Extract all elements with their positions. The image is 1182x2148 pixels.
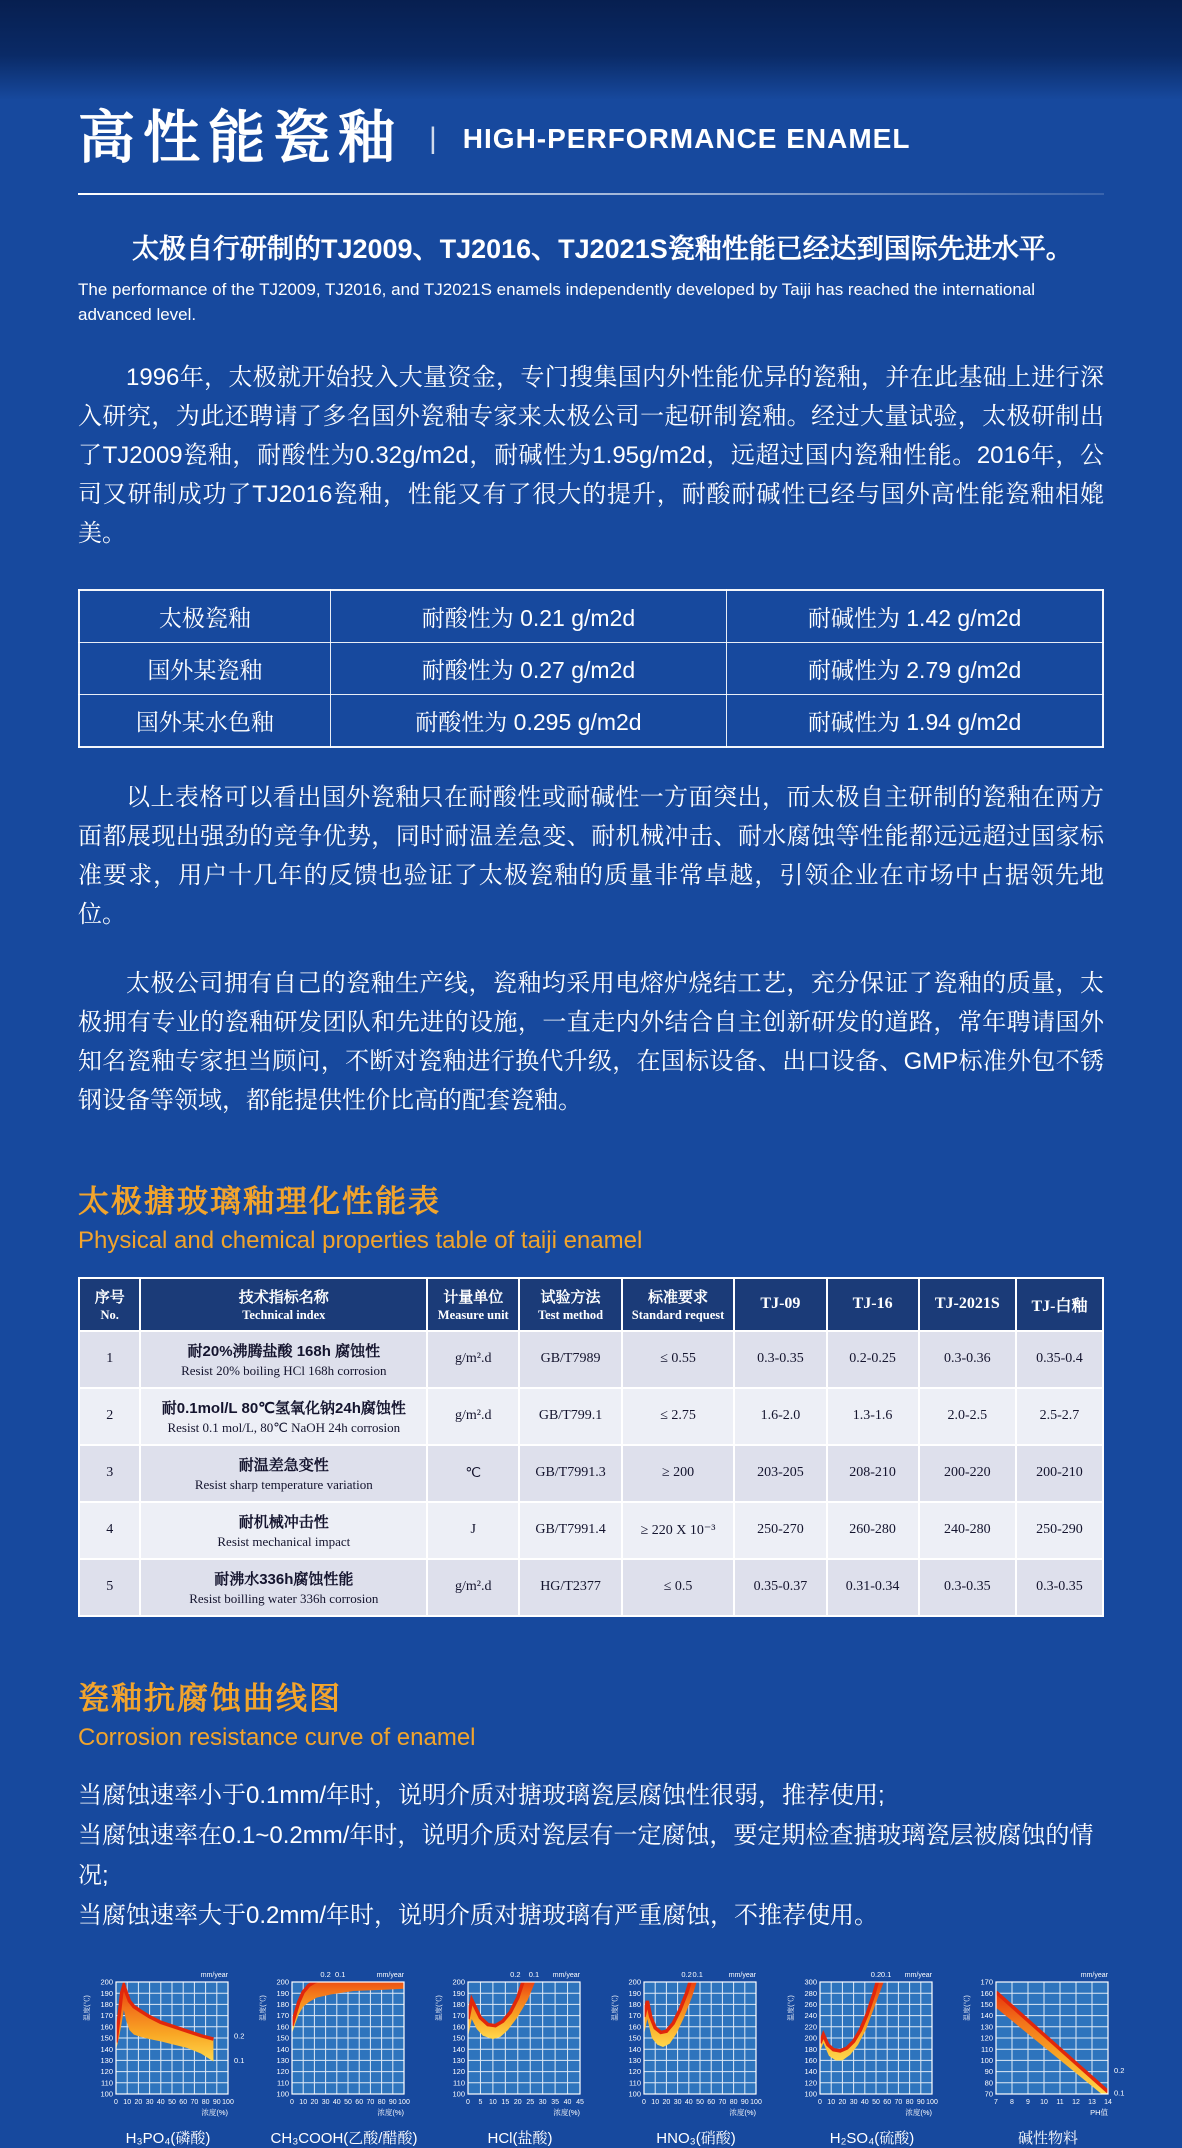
svg-text:30: 30: [321, 2098, 330, 2106]
svg-text:0: 0: [642, 2098, 646, 2106]
svg-text:60: 60: [179, 2098, 188, 2106]
svg-text:浓度(%): 浓度(%): [729, 2107, 756, 2117]
svg-text:60: 60: [707, 2098, 716, 2106]
comparison-table: [78, 589, 1104, 748]
properties-cell: 0.3-0.35: [919, 1559, 1016, 1616]
svg-text:8: 8: [1010, 2098, 1014, 2106]
svg-text:190: 190: [276, 1988, 289, 1998]
comparison-cell: 耐酸性为 0.21 g/m2d: [330, 590, 727, 643]
svg-text:温度(℃): 温度(℃): [788, 1994, 795, 2021]
svg-text:50: 50: [872, 2098, 880, 2106]
svg-text:0.1: 0.1: [234, 2055, 245, 2065]
svg-text:30: 30: [538, 2098, 547, 2106]
comparison-cell: 耐碱性为 1.42 g/m2d: [727, 590, 1103, 643]
svg-text:20: 20: [513, 2098, 522, 2106]
svg-text:70: 70: [190, 2098, 199, 2106]
svg-text:14: 14: [1104, 2098, 1112, 2106]
svg-text:mm/year: mm/year: [200, 1971, 228, 1979]
svg-text:160: 160: [804, 2055, 817, 2065]
svg-text:11: 11: [1056, 2098, 1064, 2106]
properties-cell: 240-280: [919, 1502, 1016, 1559]
properties-cell: ≥ 200: [622, 1445, 735, 1502]
charts-row: [78, 1968, 1125, 2148]
properties-heading-cn: 太极搪玻璃釉理化性能表: [78, 1183, 441, 1219]
svg-text:10: 10: [299, 2098, 308, 2106]
properties-cell: 1.3-1.6: [827, 1388, 919, 1445]
svg-text:200: 200: [452, 1977, 465, 1987]
properties-header-cell: TJ-白釉: [1016, 1278, 1103, 1331]
svg-text:90: 90: [984, 2066, 993, 2076]
chart-figure: [784, 1968, 960, 2148]
svg-text:70: 70: [984, 2089, 993, 2099]
chart-caption: 碱性物料: [1017, 2129, 1078, 2147]
svg-text:80: 80: [729, 2098, 738, 2106]
svg-text:180: 180: [276, 1999, 289, 2009]
svg-text:140: 140: [276, 2044, 289, 2054]
properties-cell: HG/T2377: [519, 1559, 621, 1616]
header-underline: [78, 193, 1104, 195]
svg-text:温度(℃): 温度(℃): [436, 1994, 443, 2021]
chart-figure: [960, 1968, 1136, 2148]
chart-figure: [256, 1968, 432, 2148]
svg-text:180: 180: [804, 2044, 817, 2054]
svg-text:mm/year: mm/year: [904, 1971, 932, 1979]
svg-text:180: 180: [628, 1999, 641, 2009]
svg-text:70: 70: [718, 2098, 727, 2106]
svg-text:0.1: 0.1: [692, 1969, 703, 1979]
svg-text:100: 100: [628, 2089, 641, 2099]
properties-cell: 0.35-0.4: [1016, 1331, 1103, 1388]
paragraph-history: 1996年，太极就开始投入大量资金，专门搜集国内外性能优异的瓷釉，并在此基础上进行深入研究，为此还聘请了多名国外瓷釉专家来太极公司一起研制瓷釉。经过大量试验，太极研制出了TJ2009瓷釉，耐酸性为0.32g/m2d，耐碱性为1.95g/m2d，远超过国内瓷釉性能。2016年，公司又研制成功了TJ2016瓷釉，性能又有了很大的提升，耐酸耐碱性已经与国外高性能瓷釉相媲美。: [78, 363, 1104, 547]
properties-header-cell: 计量单位 Measure unit: [427, 1278, 519, 1331]
comparison-row: [79, 590, 1103, 643]
svg-text:130: 130: [276, 2055, 289, 2065]
svg-text:80: 80: [984, 2078, 993, 2088]
svg-text:mm/year: mm/year: [376, 1971, 404, 1979]
intro-text-en: The performance of the TJ2009, TJ2016, and TJ2021S enamels independently developed by Taiji has reached the international advanced level.: [78, 279, 1036, 325]
properties-table: [78, 1277, 1104, 1617]
svg-text:50: 50: [696, 2098, 704, 2106]
properties-cell: g/m².d: [427, 1331, 519, 1388]
svg-text:110: 110: [101, 2078, 113, 2088]
chart-figure: [608, 1968, 784, 2148]
svg-text:140: 140: [980, 2010, 993, 2020]
properties-row: [79, 1445, 1103, 1502]
corrosion-chart: [960, 1968, 1136, 2120]
svg-text:温度(℃): 温度(℃): [612, 1994, 619, 2021]
svg-text:100: 100: [276, 2089, 289, 2099]
properties-cell: 2: [79, 1388, 140, 1445]
comparison-cell: 耐酸性为 0.27 g/m2d: [330, 642, 727, 694]
svg-text:160: 160: [276, 2022, 289, 2032]
properties-header-cell: 试验方法 Test method: [519, 1278, 621, 1331]
svg-text:190: 190: [100, 1988, 113, 1998]
properties-cell: 4: [79, 1502, 140, 1559]
svg-text:0: 0: [466, 2098, 470, 2106]
svg-text:120: 120: [452, 2066, 465, 2076]
svg-text:mm/year: mm/year: [552, 1971, 580, 1979]
properties-cell: g/m².d: [427, 1559, 519, 1616]
svg-text:30: 30: [145, 2098, 154, 2106]
top-band: [0, 0, 1182, 100]
svg-text:20: 20: [134, 2098, 143, 2106]
svg-text:0.1: 0.1: [1114, 2088, 1125, 2098]
svg-text:12: 12: [1072, 2098, 1080, 2106]
properties-cell: 耐20%沸腾盐酸 168h 腐蚀性 Resist 20% boiling HCl 168h corrosion: [140, 1331, 427, 1388]
properties-cell: 0.2-0.25: [827, 1331, 919, 1388]
properties-cell: 203-205: [734, 1445, 826, 1502]
svg-text:13: 13: [1088, 2098, 1096, 2106]
svg-text:0.1: 0.1: [528, 1969, 540, 1979]
paragraph-advantage: 以上表格可以看出国外瓷釉只在耐酸性或耐碱性一方面突出，而太极自主研制的瓷釉在两方面都展现出强劲的竞争优势，同时耐温差急变、耐机械冲击、耐水腐蚀等性能都远远超过国家标准要求，用户十几年的反馈也验证了太极瓷釉的质量非常卓越，引领企业在市场中占据领先地位。: [78, 783, 1104, 928]
properties-cell: 3: [79, 1445, 140, 1502]
properties-cell: GB/T799.1: [519, 1388, 621, 1445]
properties-cell: GB/T7991.3: [519, 1445, 621, 1502]
svg-text:150: 150: [628, 2033, 641, 2043]
svg-text:0.1: 0.1: [880, 1969, 892, 1979]
properties-cell: ≤ 0.55: [622, 1331, 735, 1388]
properties-cell: 250-290: [1016, 1502, 1103, 1559]
properties-cell: 耐温差急变性 Resist sharp temperature variation: [140, 1445, 427, 1502]
svg-text:90: 90: [740, 2098, 749, 2106]
svg-text:160: 160: [980, 1988, 993, 1998]
svg-text:PH值: PH值: [1090, 2107, 1108, 2117]
properties-cell: 208-210: [827, 1445, 919, 1502]
page-header: [78, 106, 1104, 170]
svg-text:130: 130: [980, 2022, 993, 2032]
chart-figure: [80, 1968, 256, 2148]
page-title-cn: 高性能瓷釉: [78, 106, 403, 170]
svg-text:0.2: 0.2: [234, 2031, 245, 2041]
intro-text-cn: 太极自行研制的TJ2009、TJ2016、TJ2021S瓷釉性能已经达到国际先进水平。: [132, 234, 1073, 264]
page-content: [0, 106, 1182, 2148]
properties-cell: 耐0.1mol/L 80℃氢氧化钠24h腐蚀性 Resist 0.1 mol/L, 80℃ NaOH 24h corrosion: [140, 1388, 427, 1445]
properties-table-head: [79, 1278, 1103, 1331]
properties-cell: 200-220: [919, 1445, 1016, 1502]
properties-header-cell: TJ-16: [827, 1278, 919, 1331]
svg-text:70: 70: [366, 2098, 375, 2106]
corrosion-chart: [256, 1968, 432, 2120]
svg-text:0.2: 0.2: [681, 1969, 692, 1979]
svg-text:170: 170: [628, 2010, 641, 2020]
svg-text:120: 120: [628, 2066, 641, 2076]
properties-cell: 2.0-2.5: [919, 1388, 1016, 1445]
svg-text:50: 50: [344, 2098, 352, 2106]
svg-text:mm/year: mm/year: [728, 1971, 756, 1979]
svg-text:10: 10: [1040, 2098, 1048, 2106]
properties-row: [79, 1502, 1103, 1559]
properties-header-cell: TJ-09: [734, 1278, 826, 1331]
properties-cell: ≤ 0.5: [622, 1559, 735, 1616]
svg-text:浓度(%): 浓度(%): [377, 2107, 404, 2117]
svg-text:温度(℃): 温度(℃): [964, 1994, 971, 2021]
svg-text:10: 10: [827, 2098, 836, 2106]
properties-cell: 0.3-0.35: [1016, 1559, 1103, 1616]
svg-text:0.2: 0.2: [510, 1969, 521, 1979]
svg-text:100: 100: [750, 2098, 762, 2106]
svg-text:120: 120: [980, 2033, 993, 2043]
svg-text:200: 200: [804, 2033, 817, 2043]
properties-header-cell: 标准要求 Standard request: [622, 1278, 735, 1331]
page-title-en: HIGH-PERFORMANCE ENAMEL: [462, 122, 911, 154]
svg-text:140: 140: [628, 2044, 641, 2054]
properties-header-cell: 序号 No.: [79, 1278, 140, 1331]
svg-text:0: 0: [290, 2098, 294, 2106]
properties-cell: GB/T7989: [519, 1331, 621, 1388]
svg-text:90: 90: [916, 2098, 925, 2106]
svg-text:200: 200: [628, 1977, 641, 1987]
properties-cell: g/m².d: [427, 1388, 519, 1445]
svg-text:100: 100: [804, 2089, 817, 2099]
svg-text:160: 160: [100, 2022, 113, 2032]
svg-text:20: 20: [310, 2098, 319, 2106]
svg-text:170: 170: [980, 1977, 993, 1987]
svg-text:200: 200: [100, 1977, 113, 1987]
svg-text:30: 30: [673, 2098, 682, 2106]
corrosion-chart: [784, 1968, 960, 2120]
note-line: 当腐蚀速率小于0.1mm/年时，说明介质对搪玻璃瓷层腐蚀性很弱，推荐使用;: [78, 1781, 885, 1809]
corrosion-notes: [78, 1776, 1104, 1936]
comparison-cell: 耐酸性为 0.295 g/m2d: [330, 694, 727, 747]
svg-text:20: 20: [838, 2098, 847, 2106]
properties-row: [79, 1331, 1103, 1388]
properties-cell: 1.6-2.0: [734, 1388, 826, 1445]
properties-cell: 5: [79, 1559, 140, 1616]
svg-text:100: 100: [926, 2098, 938, 2106]
properties-cell: 1: [79, 1331, 140, 1388]
properties-cell: GB/T7991.4: [519, 1502, 621, 1559]
properties-cell: 0.3-0.35: [734, 1331, 826, 1388]
comparison-cell: 耐碱性为 2.79 g/m2d: [727, 642, 1103, 694]
svg-text:10: 10: [651, 2098, 660, 2106]
svg-text:60: 60: [883, 2098, 892, 2106]
svg-text:90: 90: [212, 2098, 221, 2106]
svg-text:0: 0: [818, 2098, 822, 2106]
svg-text:160: 160: [452, 2022, 465, 2032]
svg-text:160: 160: [628, 2022, 641, 2032]
svg-text:60: 60: [355, 2098, 364, 2106]
svg-text:110: 110: [981, 2044, 993, 2054]
properties-cell: 耐机械冲击性 Resist mechanical impact: [140, 1502, 427, 1559]
svg-text:140: 140: [804, 2066, 817, 2076]
svg-text:110: 110: [453, 2078, 465, 2088]
svg-text:100: 100: [222, 2098, 234, 2106]
properties-row: [79, 1388, 1103, 1445]
svg-text:9: 9: [1026, 2098, 1030, 2106]
svg-text:0.2: 0.2: [870, 1969, 882, 1979]
svg-text:70: 70: [894, 2098, 903, 2106]
properties-header-row: [79, 1278, 1103, 1331]
svg-text:0.2: 0.2: [1114, 2065, 1125, 2075]
corrosion-chart: [432, 1968, 608, 2120]
svg-text:浓度(%): 浓度(%): [553, 2107, 580, 2117]
chart-caption: H₂SO₄(硫酸): [829, 2129, 915, 2147]
svg-text:200: 200: [276, 1977, 289, 1987]
properties-cell: 2.5-2.7: [1016, 1388, 1103, 1445]
svg-text:100: 100: [452, 2089, 465, 2099]
svg-text:100: 100: [980, 2055, 993, 2065]
svg-text:170: 170: [452, 2010, 465, 2020]
svg-text:25: 25: [526, 2098, 535, 2106]
svg-text:80: 80: [201, 2098, 210, 2106]
svg-text:5: 5: [478, 2098, 483, 2106]
note-line: 当腐蚀速率在0.1~0.2mm/年时，说明介质对瓷层有一定腐蚀，要定期检查搪玻璃瓷层被腐蚀的情况;: [78, 1821, 1094, 1889]
chart-caption: CH₃COOH(乙酸/醋酸): [270, 2129, 418, 2147]
properties-heading-en: Physical and chemical properties table of taiji enamel: [78, 1226, 643, 1254]
svg-text:温度(℃): 温度(℃): [260, 1994, 267, 2021]
svg-text:190: 190: [628, 1988, 641, 1998]
properties-cell: 200-210: [1016, 1445, 1103, 1502]
svg-text:190: 190: [452, 1988, 465, 1998]
svg-text:100: 100: [100, 2089, 113, 2099]
note-line: 当腐蚀速率大于0.2mm/年时，说明介质对搪玻璃有严重腐蚀，不推荐使用。: [78, 1901, 879, 1929]
svg-text:140: 140: [452, 2044, 465, 2054]
svg-text:120: 120: [804, 2078, 817, 2088]
properties-cell: ≤ 2.75: [622, 1388, 735, 1445]
svg-text:300: 300: [804, 1977, 817, 1987]
chart-caption: HCl(盐酸): [487, 2129, 553, 2147]
svg-text:180: 180: [452, 1999, 465, 2009]
svg-text:150: 150: [980, 1999, 993, 2009]
properties-row: [79, 1559, 1103, 1616]
properties-cell: ℃: [427, 1445, 519, 1502]
svg-text:130: 130: [628, 2055, 641, 2065]
svg-text:170: 170: [276, 2010, 289, 2020]
svg-text:150: 150: [100, 2033, 113, 2043]
svg-text:35: 35: [551, 2098, 560, 2106]
svg-text:90: 90: [388, 2098, 397, 2106]
chart-caption: H₃PO₄(磷酸): [125, 2129, 211, 2147]
svg-text:260: 260: [804, 1999, 817, 2009]
svg-text:100: 100: [398, 2098, 410, 2106]
properties-cell: 250-270: [734, 1502, 826, 1559]
svg-text:0.2: 0.2: [320, 1969, 331, 1979]
svg-text:40: 40: [684, 2098, 693, 2106]
title-divider: |: [429, 121, 437, 155]
svg-text:0.1: 0.1: [334, 1969, 346, 1979]
svg-text:浓度(%): 浓度(%): [905, 2107, 932, 2117]
svg-text:0: 0: [114, 2098, 118, 2106]
properties-cell: ≥ 220 X 10⁻³: [622, 1502, 735, 1559]
svg-text:170: 170: [100, 2010, 113, 2020]
comparison-table-body: [79, 590, 1103, 747]
svg-text:130: 130: [452, 2055, 465, 2065]
svg-text:温度(℃): 温度(℃): [84, 1994, 91, 2021]
comparison-row: [79, 694, 1103, 747]
svg-text:140: 140: [100, 2044, 113, 2054]
properties-cell: 0.35-0.37: [734, 1559, 826, 1616]
properties-cell: 260-280: [827, 1502, 919, 1559]
comparison-row: [79, 642, 1103, 694]
svg-text:130: 130: [100, 2055, 113, 2065]
svg-text:50: 50: [168, 2098, 176, 2106]
svg-text:浓度(%): 浓度(%): [201, 2107, 228, 2117]
comparison-cell: 太极瓷釉: [79, 590, 330, 643]
svg-text:240: 240: [804, 2010, 817, 2020]
svg-text:7: 7: [994, 2098, 998, 2106]
properties-cell: J: [427, 1502, 519, 1559]
svg-text:45: 45: [576, 2098, 584, 2106]
svg-text:150: 150: [452, 2033, 465, 2043]
svg-text:20: 20: [662, 2098, 671, 2106]
svg-text:150: 150: [276, 2033, 289, 2043]
properties-header-cell: TJ-2021S: [919, 1278, 1016, 1331]
svg-text:120: 120: [100, 2066, 113, 2076]
svg-text:30: 30: [849, 2098, 858, 2106]
svg-text:40: 40: [563, 2098, 572, 2106]
paragraph-production: 太极公司拥有自己的瓷釉生产线，瓷釉均采用电熔炉烧结工艺，充分保证了瓷釉的质量，太极拥有专业的瓷釉研发团队和先进的设施，一直走内外结合自主创新研发的道路，常年聘请国外知名瓷釉专家担当顾问，不断对瓷釉进行换代升级，在国标设备、出口设备、GMP标准外包不锈钢设备等领域，都能提供性价比高的配套瓷釉。: [78, 969, 1104, 1114]
comparison-cell: 国外某水色釉: [79, 694, 330, 747]
svg-text:10: 10: [123, 2098, 132, 2106]
svg-text:mm/year: mm/year: [1080, 1971, 1108, 1979]
properties-cell: 0.3-0.36: [919, 1331, 1016, 1388]
svg-text:15: 15: [501, 2098, 510, 2106]
svg-text:280: 280: [804, 1988, 817, 1998]
svg-text:110: 110: [629, 2078, 641, 2088]
curve-heading-en: Corrosion resistance curve of enamel: [78, 1723, 476, 1751]
properties-cell: 耐沸水336h腐蚀性能 Resist boilling water 336h corrosion: [140, 1559, 427, 1616]
corrosion-chart: [608, 1968, 784, 2120]
svg-text:110: 110: [277, 2078, 289, 2088]
svg-text:120: 120: [276, 2066, 289, 2076]
corrosion-chart: [80, 1968, 256, 2120]
svg-text:40: 40: [332, 2098, 341, 2106]
curve-heading-cn: 瓷釉抗腐蚀曲线图: [78, 1680, 342, 1716]
properties-header-cell: 技术指标名称 Technical index: [140, 1278, 427, 1331]
properties-cell: 0.31-0.34: [827, 1559, 919, 1616]
chart-caption: HNO₃(硝酸): [656, 2129, 736, 2147]
chart-figure: [432, 1968, 608, 2148]
svg-text:80: 80: [377, 2098, 386, 2106]
properties-table-body: [79, 1331, 1103, 1616]
svg-text:10: 10: [488, 2098, 497, 2106]
svg-text:40: 40: [860, 2098, 869, 2106]
comparison-cell: 国外某瓷釉: [79, 642, 330, 694]
svg-text:40: 40: [156, 2098, 165, 2106]
svg-text:220: 220: [804, 2022, 817, 2032]
comparison-cell: 耐碱性为 1.94 g/m2d: [727, 694, 1103, 747]
svg-text:80: 80: [905, 2098, 914, 2106]
svg-text:180: 180: [100, 1999, 113, 2009]
